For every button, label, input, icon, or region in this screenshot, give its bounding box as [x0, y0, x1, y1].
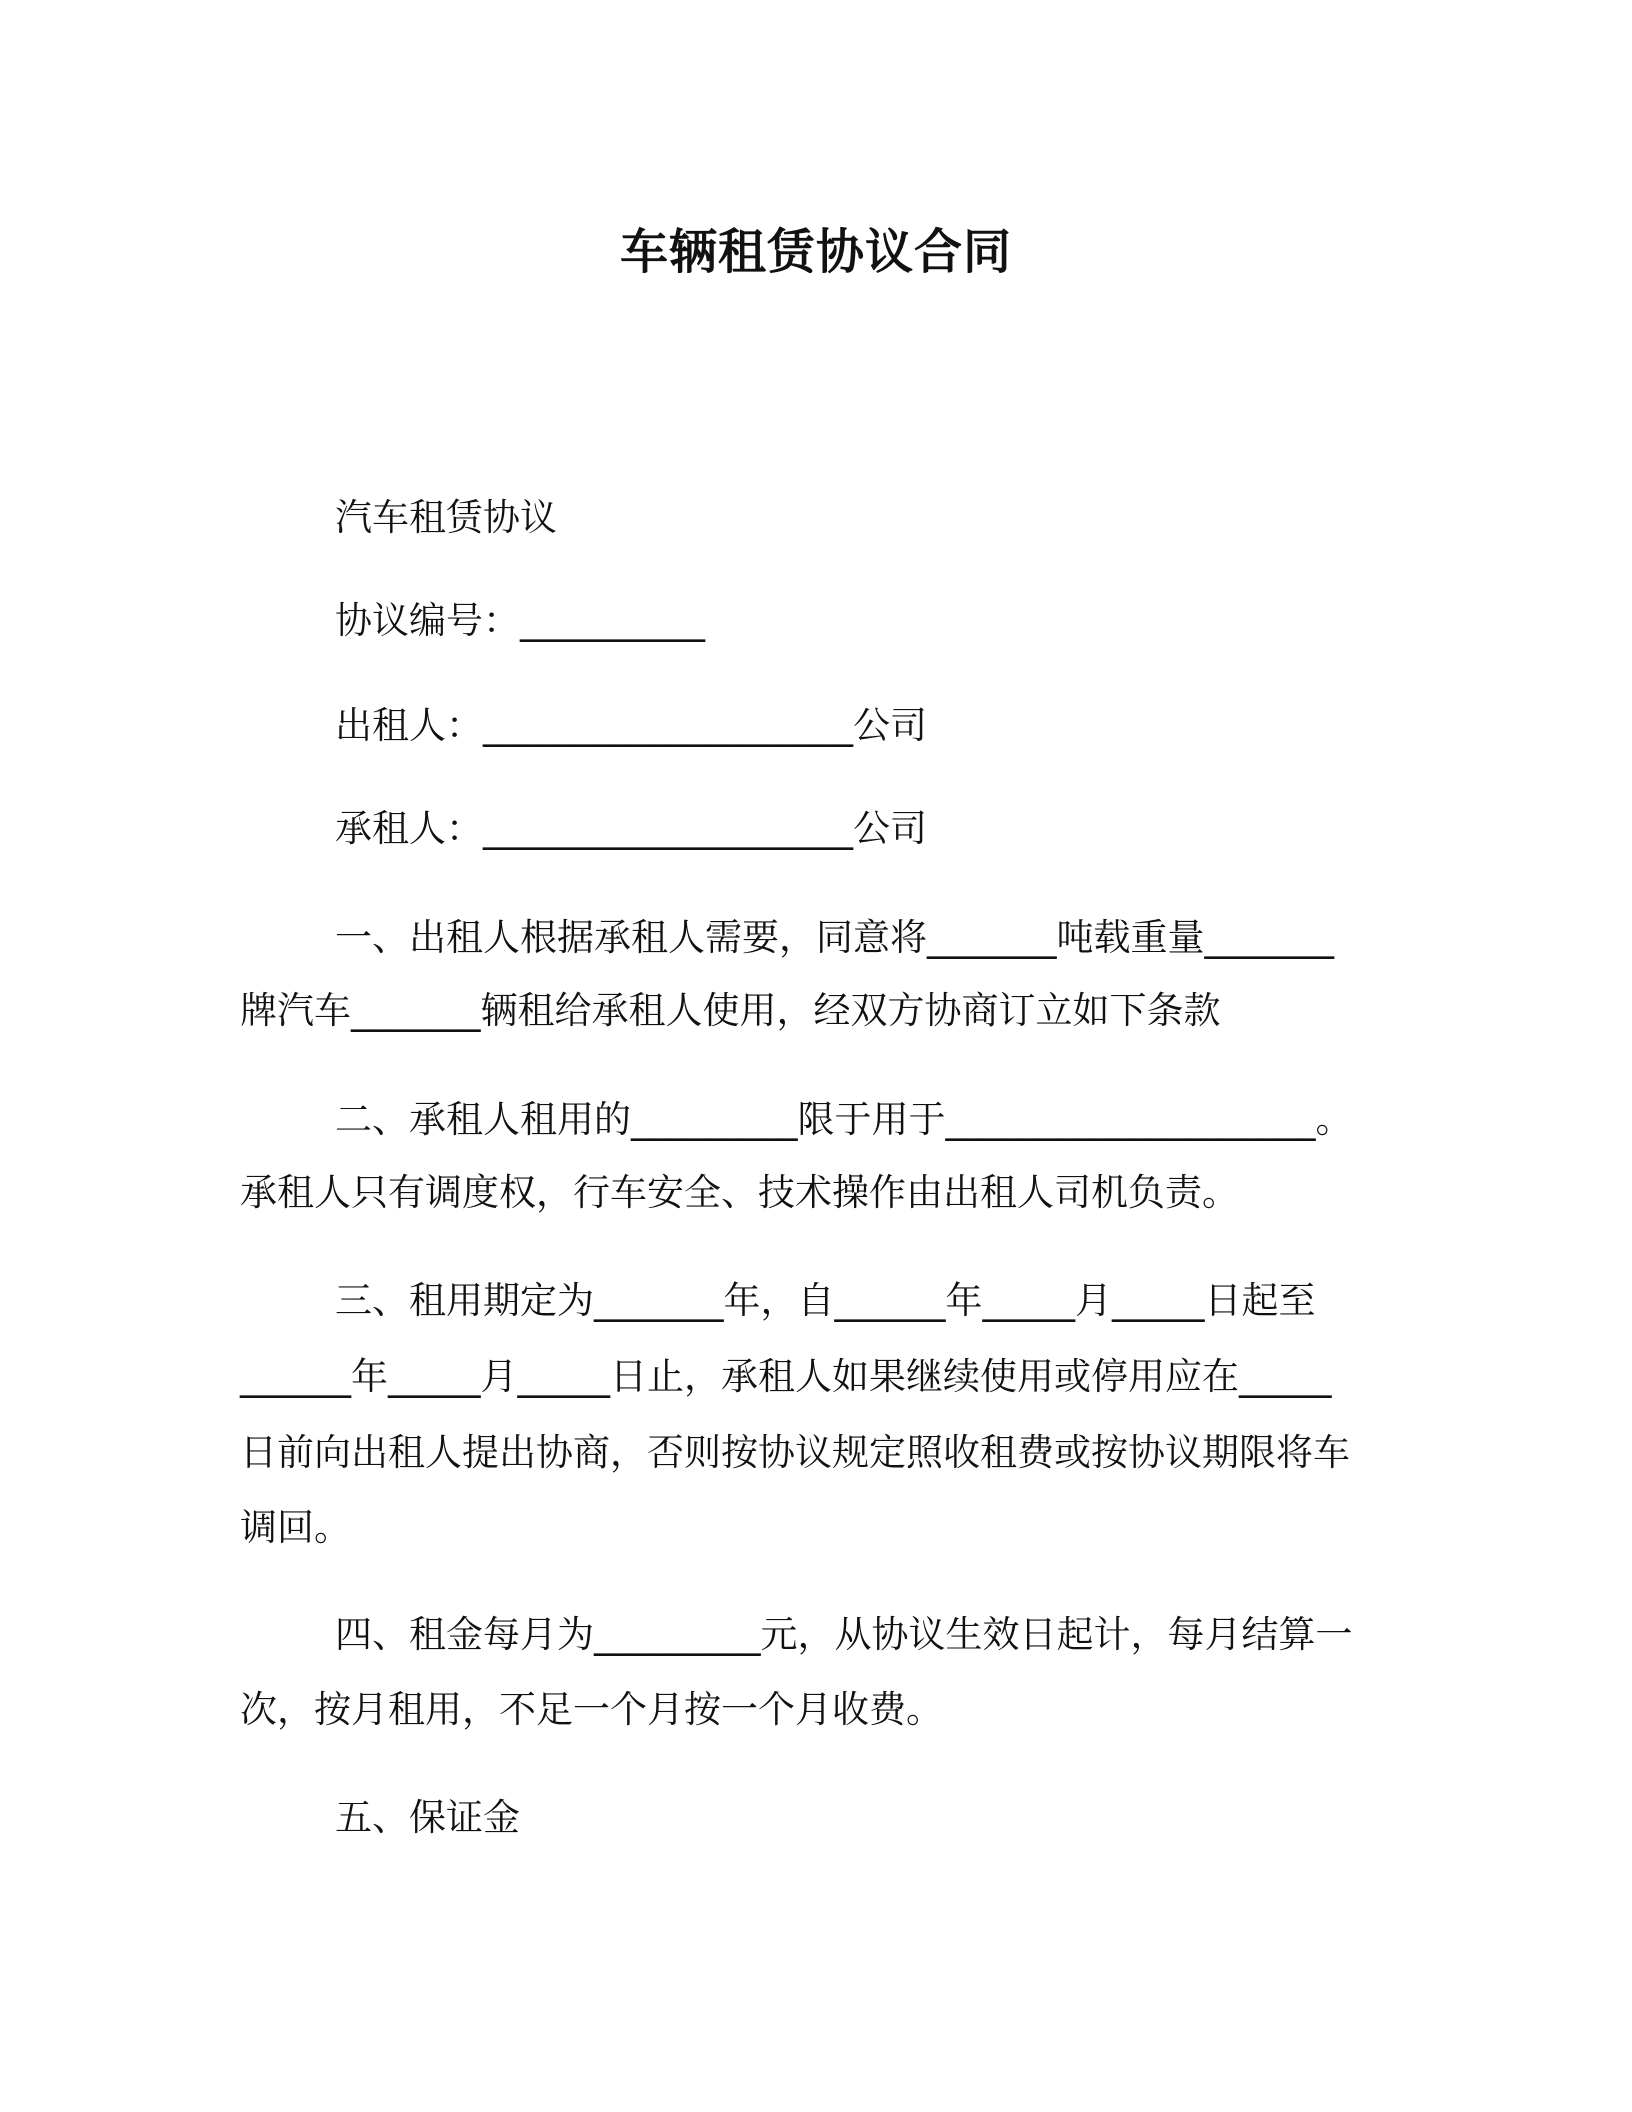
clause-3-line-1: 三、租用期定为_______年，自______年_____月_____日起至: [335, 1279, 1316, 1322]
clause-2-line-2: 承租人只有调度权，行车安全、技术操作由出租人司机负责。: [240, 1171, 1239, 1214]
clause-1-line-1: 一、出租人根据承租人需要，同意将_______吨载重量_______: [335, 916, 1334, 959]
clause-1-line-2: 牌汽车_______辆租给承租人使用，经双方协商订立如下条款: [240, 989, 1221, 1032]
clause-2-line-1: 二、承租人租用的_________限于用于____________________。: [335, 1098, 1353, 1141]
document-title: 车辆租赁协议合同: [619, 224, 1012, 280]
clause-3-line-3: 日前向出租人提出协商，否则按协议规定照收租费或按协议期限将车: [240, 1431, 1350, 1474]
agreement-number: 协议编号：__________: [335, 599, 705, 642]
lessor-line: 出租人：____________________公司: [335, 704, 927, 747]
clause-3-line-2: ______年_____月_____日止，承租人如果继续使用或停用应在_____: [240, 1355, 1332, 1398]
clause-4-line-1: 四、租金每月为_________元，从协议生效日起计，每月结算一: [335, 1613, 1353, 1656]
lessee-line: 承租人：____________________公司: [335, 807, 927, 850]
clause-4-line-2: 次，按月租用，不足一个月按一个月收费。: [240, 1688, 943, 1731]
subtitle: 汽车租赁协议: [335, 496, 557, 539]
clause-5-line-1: 五、保证金: [335, 1796, 520, 1839]
clause-3-line-4: 调回。: [240, 1506, 351, 1549]
